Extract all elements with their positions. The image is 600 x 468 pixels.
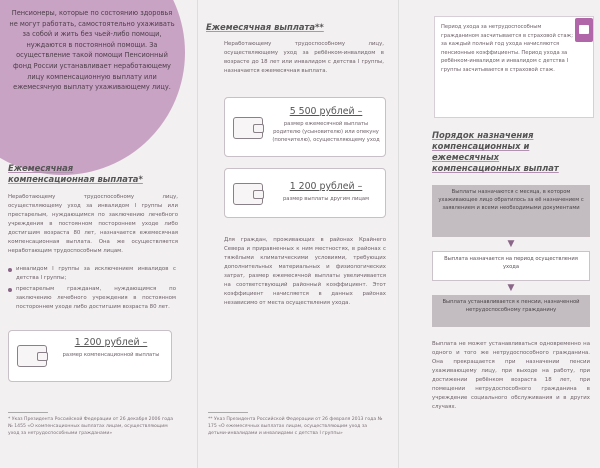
heading-line: компенсационных и ежемесячных: [432, 141, 530, 162]
amount-box: [224, 168, 386, 218]
footnote-divider: [8, 412, 48, 413]
footnote: * Указ Президента Российской Федерации от 26 декабря 2006 года № 1455 «О компенсационных выплатах лицам, осуществляющим уход за нетрудоспособными гражданами»: [8, 417, 174, 436]
monthly-paragraph: Неработающему трудоспособному лицу, осуществляющему уход за ребёнком-инвалидом в возрасте до 18 лет или инвалидом с детства I группы, назначается ежемесячная выплата.: [224, 41, 384, 74]
amount-caption: размер ежемесячной выплаты родителю (усыновителю) или опекуну (попечителю), осуществляющему уход: [272, 121, 380, 143]
panel-middle: [197, 0, 398, 468]
heading-line: компенсационных выплат: [432, 163, 559, 173]
heading-line: Порядок назначения: [432, 130, 534, 140]
amount-caption: размер компенсационной выплаты: [62, 352, 160, 358]
compensation-paragraph: Неработающему трудоспособному лицу, осуществляющему уход за инвалидом I группы или престарелым, нуждающимся по заключению лечебного учреждения в постоянном постороннем уходе либо достигшим возраста 80 лет, назначается ежемесячная компенсационная выплата. Она же осуществляется неработающим трудоспособным лицам.: [8, 194, 178, 254]
bullet-icon: [8, 268, 12, 272]
step-1: Выплаты назначаются с месяца, в котором ухаживающее лицо обратилось за её назначением с заявлением и всеми необходимыми документами: [432, 185, 590, 237]
heading-line: компенсационная выплата*: [8, 174, 143, 184]
amount-value: 1 200 рублей –: [289, 181, 363, 192]
amount-box: [8, 330, 172, 382]
compensation-heading: [8, 163, 188, 185]
panel-left: [0, 0, 196, 468]
monthly-paragraph-2: Для граждан, проживающих в районах Крайнего Севера и приравненных к ним местностях, в районах с тяжёлыми климатическими условиями, требующих дополнительных материальных и физиологических затрат, размер ежемесячной выплаты увеличивается на соответствующий районный коэффициент. Этот коэффициент начисляется в данных районах независимо от места осуществления ухода.: [224, 237, 386, 306]
wallet-icon: [233, 117, 263, 139]
amount-box: [224, 97, 386, 157]
footnote-divider: [208, 412, 248, 413]
bullet-icon: [8, 288, 12, 292]
heading-line: Ежемесячная: [8, 163, 74, 173]
amount-value: 1 200 рублей –: [74, 337, 148, 348]
arrow-down-icon: ▼: [507, 283, 515, 293]
intro-text: Пенсионеры, которые по состоянию здоровья не могут работать, самостоятельно ухаживать за собой и жить без чьей-либо помощи, нуждаются в постоянной помощи. За осуществление такой помощи Пенсионный фонд России устанавливает неработающему лицу компенсационную выплату или ежемесячную выплату ухаживающему лицу.: [9, 9, 175, 92]
step-3: Выплата устанавливается к пенсии, назначенной нетрудоспособному гражданину: [432, 295, 590, 327]
heading-line: Ежемесячная выплата**: [206, 22, 324, 32]
bullet-item: инвалидом I группы за исключением инвалидов с детства I группы;: [16, 266, 176, 281]
wallet-icon: [17, 345, 47, 367]
procedure-heading: [432, 130, 592, 174]
note-text: Период ухода за нетрудоспособным гражданином засчитывается в страховой стаж; за каждый полный год ухода начисляются пенсионные коэффициенты. Период ухода за ребёнком-инвалидом и инвалидом с детства I группы засчитывается в страховой стаж.: [441, 24, 573, 73]
procedure-paragraph: Выплата не может устанавливаться одновременно на одного и того же нетрудоспособного гражданина. Она прекращается при назначении пенсии ухаживающему лицу, при выходе на работу, при достижении ребёнком возраста 18 лет, при помещении нетрудоспособного гражданина в учреждение социального обслуживания и в других случаях.: [432, 341, 590, 410]
monthly-heading: [206, 22, 391, 33]
wallet-icon: [233, 183, 263, 205]
note-box: [434, 16, 594, 118]
amount-value: 5 500 рублей –: [289, 106, 363, 117]
document-icon: [575, 18, 593, 42]
arrow-down-icon: ▼: [507, 239, 515, 249]
amount-caption: размер выплаты другим лицам: [282, 196, 369, 202]
step-2: Выплата назначается на период осуществления ухода: [432, 251, 590, 281]
bullet-item: престарелым гражданам, нуждающимся по заключению лечебного учреждения в постоянном постороннем уходе либо достигшим возраста 80 лет.: [16, 286, 176, 310]
footnote: ** Указ Президента Российской Федерации от 26 февраля 2013 года № 175 «О ежемесячных выплатах лицам, осуществляющим уход за детьми-инвалидами и инвалидами с детства I группы»: [208, 417, 383, 436]
